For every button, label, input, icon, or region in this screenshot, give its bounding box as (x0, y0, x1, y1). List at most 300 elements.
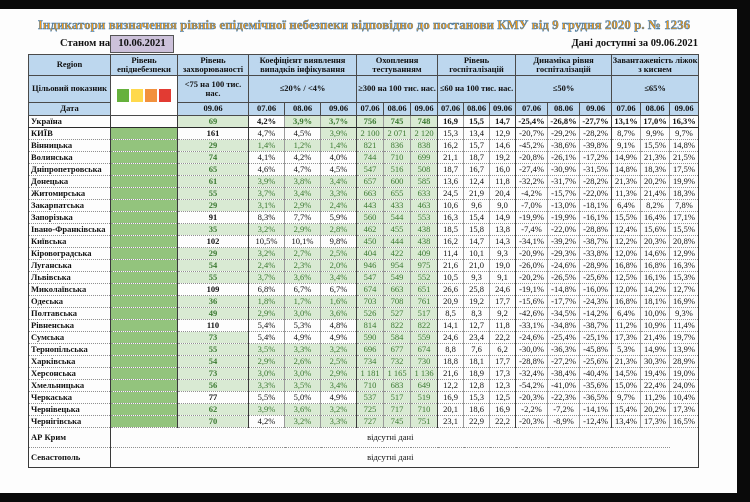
page-title: Індикатори визначення рівнів епідемічної небезпеки відповідно до постанови КМУ від 9 грудня 2020 р. № 1236 (37, 17, 691, 32)
oxygen-beds-cell: 21,3% (641, 152, 670, 164)
date-header-inc: 09.06 (178, 103, 249, 116)
detection-coef-cell: 1,7% (285, 296, 321, 308)
incidence-cell: 65 (178, 164, 249, 176)
col-header-test: Охоплення тестуванням (357, 55, 438, 76)
hospitalization-cell: 12,3 (490, 380, 516, 392)
epi-level-cell (111, 308, 178, 320)
hospitalization-dynamics-cell: -32,2% (516, 176, 548, 188)
detection-coef-cell: 3,0% (285, 308, 321, 320)
epi-level-cell (111, 344, 178, 356)
hospitalization-cell: 16,3 (438, 212, 464, 224)
hospitalization-dynamics-cell: -13,0% (548, 200, 580, 212)
table-row (29, 284, 699, 296)
hospitalization-cell: 9,0 (490, 200, 516, 212)
oxygen-beds-cell: 17,3% (612, 332, 641, 344)
region-name: АР Крим (29, 428, 111, 448)
oxygen-beds-cell: 12,9% (670, 248, 699, 260)
testing-coverage-cell: 450 (357, 236, 384, 248)
epi-level-cell (111, 416, 178, 428)
testing-coverage-cell: 699 (411, 152, 438, 164)
detection-coef-cell: 4,9% (321, 392, 357, 404)
hospitalization-cell: 18,7 (464, 152, 490, 164)
hospitalization-dynamics-cell: -38,4% (548, 368, 580, 380)
hospitalization-dynamics-cell: -24,3% (580, 296, 612, 308)
hospitalization-dynamics-cell: -22,0% (580, 188, 612, 200)
region-name: Київська (29, 236, 111, 248)
hospitalization-cell: 24,5 (438, 188, 464, 200)
region-name: Одеська (29, 296, 111, 308)
detection-coef-cell: 3,1% (249, 200, 285, 212)
oxygen-beds-cell: 12,2% (612, 236, 641, 248)
oxygen-beds-cell: 16,1% (641, 272, 670, 284)
table-row (29, 140, 699, 152)
region-name: Тернопільська (29, 344, 111, 356)
date-header-dyn: 09.06 (580, 103, 612, 116)
region-name: Полтавська (29, 308, 111, 320)
hospitalization-cell: 11,8 (490, 176, 516, 188)
hospitalization-dynamics-cell: -18,1% (580, 200, 612, 212)
testing-coverage-cell: 547 (357, 164, 384, 176)
hospitalization-dynamics-cell: -25,4% (516, 116, 548, 128)
region-name: Івано-Франківська (29, 224, 111, 236)
hospitalization-dynamics-cell: -42,6% (516, 308, 548, 320)
table-row (29, 188, 699, 200)
region-name: Чернігівська (29, 416, 111, 428)
incidence-cell: 161 (178, 128, 249, 140)
hospitalization-dynamics-cell: -30,0% (516, 344, 548, 356)
oxygen-beds-cell: 17,3% (670, 404, 699, 416)
no-data-cell: відсутні дані (111, 448, 670, 468)
date-header-coef: 09.06 (321, 103, 357, 116)
oxygen-beds-cell: 14,5% (612, 368, 641, 380)
hospitalization-cell: 14,6 (490, 140, 516, 152)
date-header-test: 09.06 (411, 103, 438, 116)
hospitalization-cell: 6,2 (490, 344, 516, 356)
oxygen-beds-cell: 17,0% (641, 116, 670, 128)
indicators-table (28, 54, 699, 468)
hospitalization-dynamics-cell: -26,0% (516, 260, 548, 272)
incidence-cell: 49 (178, 308, 249, 320)
epi-level-cell (111, 212, 178, 224)
oxygen-beds-cell: 10,4% (670, 392, 699, 404)
detection-coef-cell: 6,7% (285, 284, 321, 296)
hospitalization-dynamics-cell: -20,2% (516, 272, 548, 284)
hospitalization-cell: 19,0 (490, 260, 516, 272)
epi-level-cell (111, 392, 178, 404)
incidence-cell: 54 (178, 260, 249, 272)
hospitalization-cell: 12,4 (464, 176, 490, 188)
hospitalization-cell: 16,9 (438, 392, 464, 404)
oxygen-beds-cell: 18,3% (670, 188, 699, 200)
hospitalization-cell: 9,1 (490, 272, 516, 284)
oxygen-beds-cell: 22,4% (641, 380, 670, 392)
epi-level-cell (111, 248, 178, 260)
testing-coverage-cell: 838 (411, 140, 438, 152)
incidence-cell: 73 (178, 368, 249, 380)
hospitalization-dynamics-cell: -36,3% (548, 344, 580, 356)
detection-coef-cell: 3,7% (321, 116, 357, 128)
hospitalization-cell: 16,9 (490, 404, 516, 416)
region-name: Донецька (29, 176, 111, 188)
detection-coef-cell: 3,6% (285, 404, 321, 416)
detection-coef-cell: 3,4% (321, 272, 357, 284)
hospitalization-dynamics-cell: -25,1% (580, 332, 612, 344)
oxygen-beds-cell: 9,9% (641, 128, 670, 140)
detection-coef-cell: 2,9% (285, 224, 321, 236)
detection-coef-cell: 3,3% (321, 416, 357, 428)
oxygen-beds-cell: 9,3% (670, 308, 699, 320)
testing-coverage-cell: 822 (411, 320, 438, 332)
testing-coverage-cell: 438 (411, 224, 438, 236)
detection-coef-cell: 3,9% (321, 128, 357, 140)
detection-coef-cell: 6,8% (249, 284, 285, 296)
testing-coverage-cell: 404 (357, 248, 384, 260)
incidence-cell: 54 (178, 356, 249, 368)
testing-coverage-cell: 553 (411, 212, 438, 224)
detection-coef-cell: 2,7% (285, 248, 321, 260)
oxygen-beds-cell: 15,4% (612, 404, 641, 416)
testing-coverage-cell: 745 (384, 416, 411, 428)
oxygen-beds-cell: 21,3% (612, 356, 641, 368)
date-header-oxy: 07.06 (612, 103, 641, 116)
hospitalization-dynamics-cell: -20,9% (516, 248, 548, 260)
hospitalization-cell: 16,0 (490, 164, 516, 176)
oxygen-beds-cell: 19,9% (670, 176, 699, 188)
table-row (29, 404, 699, 416)
detection-coef-cell: 3,2% (285, 416, 321, 428)
hospitalization-cell: 21,6 (438, 368, 464, 380)
detection-coef-cell: 3,4% (321, 176, 357, 188)
hospitalization-dynamics-cell: -28,2% (580, 128, 612, 140)
table-row (29, 392, 699, 404)
testing-coverage-cell: 674 (411, 344, 438, 356)
oxygen-beds-cell: 30,3% (641, 356, 670, 368)
detection-coef-cell: 2,9% (285, 200, 321, 212)
hospitalization-dynamics-cell: -27,4% (516, 164, 548, 176)
hospitalization-dynamics-cell: -34,1% (516, 236, 548, 248)
detection-coef-cell: 2,5% (321, 248, 357, 260)
testing-coverage-cell: 748 (411, 116, 438, 128)
date-header-test: 08.06 (384, 103, 411, 116)
oxygen-beds-cell: 15,5% (612, 212, 641, 224)
incidence-cell: 102 (178, 236, 249, 248)
document-page (0, 9, 737, 493)
oxygen-beds-cell: 16,8% (612, 296, 641, 308)
date-header-oxy: 09.06 (670, 103, 699, 116)
hospitalization-dynamics-cell: -35,6% (580, 380, 612, 392)
hospitalization-dynamics-cell: -34,8% (548, 320, 580, 332)
hospitalization-dynamics-cell: -25,6% (580, 356, 612, 368)
table-row (29, 200, 699, 212)
hospitalization-dynamics-cell: -19,9% (548, 212, 580, 224)
as-of-label: Станом на (60, 38, 111, 49)
table-row (29, 116, 699, 128)
hospitalization-dynamics-cell: -45,2% (516, 140, 548, 152)
testing-coverage-cell: 519 (411, 392, 438, 404)
incidence-cell: 61 (178, 176, 249, 188)
testing-coverage-cell: 717 (384, 404, 411, 416)
oxygen-beds-cell: 10,9% (641, 320, 670, 332)
epi-level-cell (111, 176, 178, 188)
hospitalization-dynamics-cell: -22,0% (548, 224, 580, 236)
hospitalization-dynamics-cell: -8,9% (548, 416, 580, 428)
hospitalization-dynamics-cell: -31,5% (580, 164, 612, 176)
hospitalization-cell: 14,1 (438, 320, 464, 332)
hospitalization-dynamics-cell: -38,6% (548, 140, 580, 152)
testing-coverage-cell: 725 (357, 404, 384, 416)
oxygen-beds-cell: 11,2% (641, 392, 670, 404)
hospitalization-cell: 16,9 (438, 116, 464, 128)
region-name: Львівська (29, 272, 111, 284)
hospitalization-dynamics-cell: -34,5% (548, 308, 580, 320)
region-name: Вінницька (29, 140, 111, 152)
hospitalization-cell: 14,3 (490, 236, 516, 248)
detection-coef-cell: 4,5% (285, 128, 321, 140)
hospitalization-cell: 15,4 (464, 212, 490, 224)
hospitalization-dynamics-cell: -28,2% (580, 176, 612, 188)
date-header-hosp: 09.06 (490, 103, 516, 116)
hospitalization-dynamics-cell: -27,7% (580, 116, 612, 128)
testing-coverage-cell: 549 (384, 272, 411, 284)
hospitalization-dynamics-cell: -45,8% (580, 344, 612, 356)
epi-level-cell (111, 224, 178, 236)
hospitalization-dynamics-cell: -12,4% (580, 416, 612, 428)
detection-coef-cell: 4,6% (249, 164, 285, 176)
oxygen-beds-cell: 14,8% (612, 164, 641, 176)
detection-coef-cell: 3,6% (285, 272, 321, 284)
oxygen-beds-cell: 19,7% (670, 332, 699, 344)
hospitalization-cell: 12,7 (464, 320, 490, 332)
hospitalization-dynamics-cell: -26,1% (548, 152, 580, 164)
oxygen-beds-cell: 8,2% (641, 200, 670, 212)
oxygen-beds-cell: 12,0% (612, 248, 641, 260)
detection-coef-cell: 3,9% (249, 176, 285, 188)
testing-coverage-cell: 517 (384, 392, 411, 404)
testing-coverage-cell: 836 (384, 140, 411, 152)
hospitalization-cell: 22,2 (490, 416, 516, 428)
incidence-cell: 29 (178, 140, 249, 152)
oxygen-beds-cell: 15,3% (670, 272, 699, 284)
testing-coverage-cell: 443 (357, 200, 384, 212)
table-row (29, 332, 699, 344)
oxygen-beds-cell: 10,0% (641, 308, 670, 320)
hospitalization-cell: 8,3 (464, 308, 490, 320)
epi-level-cell (111, 320, 178, 332)
col-header-hosp: Рівень госпіталізацій (438, 55, 516, 76)
oxygen-beds-cell: 19,4% (641, 368, 670, 380)
oxygen-beds-cell: 5,3% (612, 344, 641, 356)
oxygen-beds-cell: 16,4% (641, 212, 670, 224)
testing-coverage-cell: 560 (357, 212, 384, 224)
oxygen-beds-cell: 12,4% (612, 224, 641, 236)
region-name: Україна (29, 116, 111, 128)
oxygen-beds-cell: 9,7% (670, 128, 699, 140)
hospitalization-dynamics-cell: -15,6% (516, 296, 548, 308)
oxygen-beds-cell: 6,4% (612, 308, 641, 320)
region-name: Черкаська (29, 392, 111, 404)
hospitalization-cell: 10,1 (464, 248, 490, 260)
detection-coef-cell: 5,4% (249, 332, 285, 344)
incidence-cell: 55 (178, 188, 249, 200)
testing-coverage-cell: 975 (411, 260, 438, 272)
oxygen-beds-cell: 13,9% (670, 344, 699, 356)
target-test: ≥300 на 100 тис. нас. (357, 76, 438, 103)
oxygen-beds-cell: 11,2% (612, 320, 641, 332)
testing-coverage-cell: 516 (384, 164, 411, 176)
hospitalization-dynamics-cell: -29,2% (548, 128, 580, 140)
epi-level-cell (111, 368, 178, 380)
hospitalization-cell: 8,5 (438, 308, 464, 320)
testing-coverage-cell: 455 (384, 224, 411, 236)
hospitalization-dynamics-cell: -14,2% (580, 308, 612, 320)
oxygen-beds-cell: 21,4% (641, 188, 670, 200)
table-header (29, 55, 699, 116)
table-row (29, 176, 699, 188)
detection-coef-cell: 3,8% (285, 176, 321, 188)
hospitalization-cell: 19,2 (464, 296, 490, 308)
hospitalization-cell: 23,4 (464, 332, 490, 344)
testing-coverage-cell: 663 (357, 188, 384, 200)
table-row (29, 380, 699, 392)
hospitalization-dynamics-cell: -15,7% (548, 188, 580, 200)
hospitalization-cell: 12,5 (490, 392, 516, 404)
testing-coverage-cell: 633 (411, 188, 438, 200)
testing-coverage-cell: 744 (357, 152, 384, 164)
oxygen-beds-cell: 16,8% (641, 260, 670, 272)
hospitalization-cell: 12,9 (490, 128, 516, 140)
table-row (29, 368, 699, 380)
incidence-cell: 77 (178, 392, 249, 404)
region-name: Закарпатська (29, 200, 111, 212)
hospitalization-cell: 22,2 (490, 332, 516, 344)
hospitalization-cell: 12,8 (464, 380, 490, 392)
detection-coef-cell: 5,3% (285, 320, 321, 332)
epi-level-cell (111, 332, 178, 344)
hospitalization-cell: 13,4 (464, 128, 490, 140)
col-header-epi: Рівень епіднебезпеки (111, 55, 178, 76)
hospitalization-cell: 12,2 (438, 380, 464, 392)
region-name: Луганська (29, 260, 111, 272)
testing-coverage-cell: 732 (384, 356, 411, 368)
testing-coverage-cell: 655 (384, 188, 411, 200)
testing-coverage-cell: 2 100 (357, 128, 384, 140)
oxygen-beds-cell: 14,6% (641, 248, 670, 260)
testing-coverage-cell: 552 (411, 272, 438, 284)
hospitalization-dynamics-cell: -31,7% (548, 176, 580, 188)
oxygen-beds-cell: 15,5% (670, 224, 699, 236)
testing-coverage-cell: 663 (384, 284, 411, 296)
hospitalization-dynamics-cell: -17,2% (580, 152, 612, 164)
hospitalization-cell: 18,6 (464, 404, 490, 416)
testing-coverage-cell: 683 (384, 380, 411, 392)
date-header-hosp: 07.06 (438, 103, 464, 116)
detection-coef-cell: 4,2% (285, 152, 321, 164)
testing-coverage-cell: 649 (411, 380, 438, 392)
detection-coef-cell: 3,0% (249, 368, 285, 380)
testing-coverage-cell: 745 (384, 116, 411, 128)
incidence-cell: 29 (178, 248, 249, 260)
epi-level-cell (111, 380, 178, 392)
hospitalization-dynamics-cell: -27,2% (548, 356, 580, 368)
hospitalization-cell: 9,3 (464, 272, 490, 284)
testing-coverage-cell: 527 (384, 308, 411, 320)
col-header-inc: Рівень захворюваності (178, 55, 249, 76)
detection-coef-cell: 2,9% (249, 356, 285, 368)
date-header-dyn: 08.06 (548, 103, 580, 116)
detection-coef-cell: 5,9% (321, 212, 357, 224)
hospitalization-dynamics-cell: -17,7% (548, 296, 580, 308)
detection-coef-cell: 3,2% (321, 404, 357, 416)
testing-coverage-cell: 537 (357, 392, 384, 404)
table-row (29, 248, 699, 260)
detection-coef-cell: 4,8% (321, 320, 357, 332)
incidence-cell: 36 (178, 296, 249, 308)
detection-coef-cell: 4,9% (285, 332, 321, 344)
oxygen-beds-cell: 11,3% (612, 188, 641, 200)
testing-coverage-cell: 730 (411, 356, 438, 368)
testing-coverage-cell: 409 (411, 248, 438, 260)
detection-coef-cell: 8,3% (249, 212, 285, 224)
region-name: Хмельницька (29, 380, 111, 392)
target-hosp: ≤60 на 100 тис. нас. (438, 76, 516, 103)
testing-coverage-cell: 677 (384, 344, 411, 356)
hospitalization-cell: 23,1 (438, 416, 464, 428)
testing-coverage-cell: 708 (384, 296, 411, 308)
testing-coverage-cell: 463 (411, 200, 438, 212)
hospitalization-cell: 11,8 (490, 320, 516, 332)
hospitalization-cell: 20,1 (438, 404, 464, 416)
date-header-coef: 07.06 (249, 103, 285, 116)
testing-coverage-cell: 751 (411, 416, 438, 428)
detection-coef-cell: 2,9% (249, 308, 285, 320)
testing-coverage-cell: 462 (357, 224, 384, 236)
hospitalization-cell: 14,7 (464, 236, 490, 248)
oxygen-beds-cell: 28,9% (670, 356, 699, 368)
region-name: Харківська (29, 356, 111, 368)
hospitalization-cell: 21,1 (438, 152, 464, 164)
hospitalization-cell: 10,5 (438, 272, 464, 284)
testing-coverage-cell: 585 (411, 176, 438, 188)
no-data-cell: відсутні дані (111, 428, 670, 448)
oxygen-beds-cell: 8,7% (612, 128, 641, 140)
testing-coverage-cell: 433 (384, 200, 411, 212)
oxygen-beds-cell: 20,8% (670, 236, 699, 248)
hospitalization-dynamics-cell: -41,0% (548, 380, 580, 392)
oxygen-beds-cell: 6,4% (612, 200, 641, 212)
detection-coef-cell: 1,8% (249, 296, 285, 308)
date-header-test: 07.06 (357, 103, 384, 116)
testing-coverage-cell: 1 136 (411, 368, 438, 380)
oxygen-beds-cell: 14,9% (612, 152, 641, 164)
testing-coverage-cell: 954 (384, 260, 411, 272)
region-name: Кіровоградська (29, 248, 111, 260)
hospitalization-dynamics-cell: -20,3% (516, 392, 548, 404)
oxygen-beds-cell: 11,4% (670, 320, 699, 332)
incidence-cell: 69 (178, 116, 249, 128)
testing-coverage-cell: 590 (357, 332, 384, 344)
hospitalization-dynamics-cell: -29,3% (548, 248, 580, 260)
detection-coef-cell: 4,1% (249, 152, 285, 164)
hospitalization-cell: 7,6 (464, 344, 490, 356)
table-row (29, 152, 699, 164)
oxygen-beds-cell: 20,2% (641, 404, 670, 416)
detection-coef-cell: 2,3% (285, 260, 321, 272)
testing-coverage-cell: 674 (357, 284, 384, 296)
oxygen-beds-cell: 21,3% (612, 176, 641, 188)
incidence-cell: 55 (178, 344, 249, 356)
testing-coverage-cell: 2 071 (384, 128, 411, 140)
oxygen-beds-cell: 16,8% (612, 260, 641, 272)
